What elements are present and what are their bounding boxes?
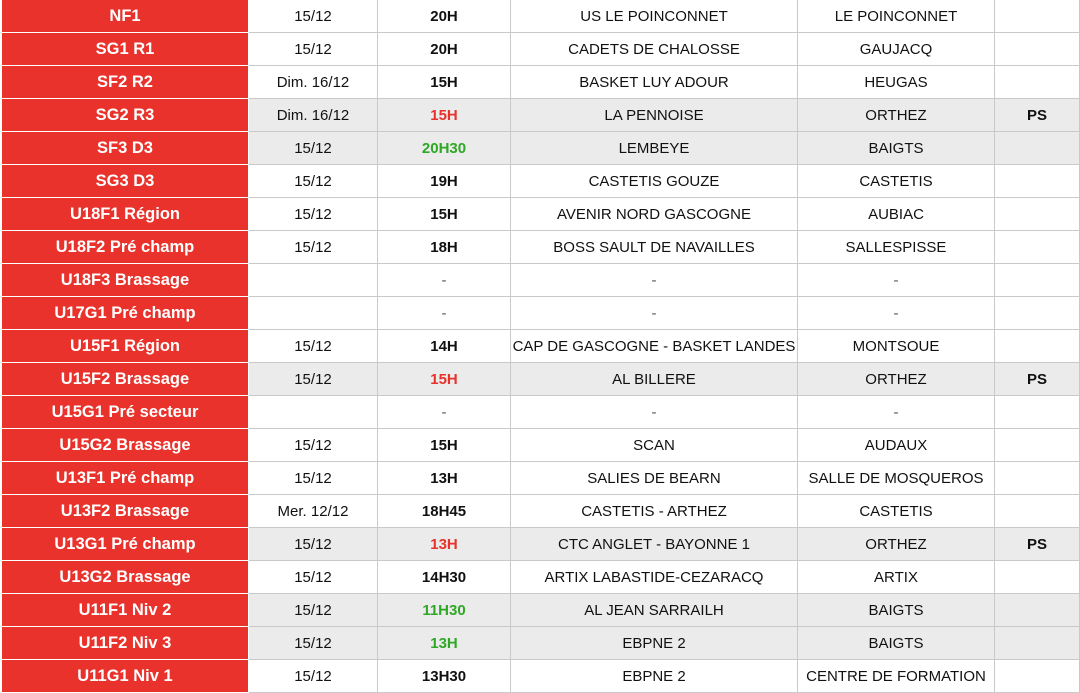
venue-cell: SALLE DE MOSQUEROS	[798, 462, 995, 495]
date-cell: 15/12	[249, 132, 378, 165]
team-cell: SF2 R2	[2, 66, 249, 99]
table-row	[2, 231, 1080, 264]
match-schedule-table	[1, 0, 1080, 693]
date-cell: 15/12	[249, 528, 378, 561]
venue-cell: -	[798, 264, 995, 297]
date-cell: 15/12	[249, 33, 378, 66]
opponent-cell: SCAN	[511, 429, 798, 462]
schedule-rows	[2, 0, 1080, 693]
venue-cell: CASTETIS	[798, 165, 995, 198]
venue-cell: ORTHEZ	[798, 99, 995, 132]
table-row	[2, 198, 1080, 231]
time-cell: 15H	[378, 363, 511, 396]
date-cell: Dim. 16/12	[249, 99, 378, 132]
date-cell: 15/12	[249, 231, 378, 264]
opponent-cell: US LE POINCONNET	[511, 0, 798, 33]
table-row	[2, 165, 1080, 198]
table-row	[2, 561, 1080, 594]
table-row	[2, 594, 1080, 627]
time-cell: 13H	[378, 528, 511, 561]
venue-cell: LE POINCONNET	[798, 0, 995, 33]
team-cell: SF3 D3	[2, 132, 249, 165]
note-cell	[995, 198, 1080, 231]
opponent-cell: EBPNE 2	[511, 627, 798, 660]
note-cell	[995, 0, 1080, 33]
venue-cell: MONTSOUE	[798, 330, 995, 363]
venue-cell: SALLESPISSE	[798, 231, 995, 264]
opponent-cell: BASKET LUY ADOUR	[511, 66, 798, 99]
date-cell: 15/12	[249, 330, 378, 363]
time-cell: 15H	[378, 66, 511, 99]
opponent-cell: AVENIR NORD GASCOGNE	[511, 198, 798, 231]
date-cell: 15/12	[249, 363, 378, 396]
note-cell: PS	[995, 99, 1080, 132]
venue-cell: ARTIX	[798, 561, 995, 594]
team-cell: U13G2 Brassage	[2, 561, 249, 594]
time-cell: 18H	[378, 231, 511, 264]
venue-cell: -	[798, 396, 995, 429]
table-row	[2, 264, 1080, 297]
note-cell	[995, 429, 1080, 462]
team-cell: U13F1 Pré champ	[2, 462, 249, 495]
date-cell	[249, 297, 378, 330]
table-row	[2, 396, 1080, 429]
date-cell	[249, 396, 378, 429]
venue-cell: BAIGTS	[798, 594, 995, 627]
note-cell	[995, 594, 1080, 627]
note-cell	[995, 561, 1080, 594]
team-cell: U18F2 Pré champ	[2, 231, 249, 264]
opponent-cell: EBPNE 2	[511, 660, 798, 693]
venue-cell: CENTRE DE FORMATION	[798, 660, 995, 693]
venue-cell: BAIGTS	[798, 627, 995, 660]
note-cell	[995, 66, 1080, 99]
note-cell	[995, 231, 1080, 264]
team-cell: U11G1 Niv 1	[2, 660, 249, 693]
date-cell: 15/12	[249, 0, 378, 33]
opponent-cell: LA PENNOISE	[511, 99, 798, 132]
table-row	[2, 462, 1080, 495]
team-cell: U15F2 Brassage	[2, 363, 249, 396]
note-cell	[995, 495, 1080, 528]
opponent-cell: CASTETIS - ARTHEZ	[511, 495, 798, 528]
note-cell	[995, 396, 1080, 429]
time-cell: 20H	[378, 33, 511, 66]
opponent-cell: BOSS SAULT DE NAVAILLES	[511, 231, 798, 264]
date-cell: 15/12	[249, 627, 378, 660]
team-cell: SG2 R3	[2, 99, 249, 132]
opponent-cell: LEMBEYE	[511, 132, 798, 165]
opponent-cell: SALIES DE BEARN	[511, 462, 798, 495]
time-cell: -	[378, 297, 511, 330]
table-row	[2, 99, 1080, 132]
table-row	[2, 66, 1080, 99]
date-cell: Dim. 16/12	[249, 66, 378, 99]
table-row	[2, 0, 1080, 33]
table-row	[2, 627, 1080, 660]
opponent-cell: CAP DE GASCOGNE - BASKET LANDES	[511, 330, 798, 363]
table-row	[2, 528, 1080, 561]
date-cell: 15/12	[249, 561, 378, 594]
table-row	[2, 660, 1080, 693]
team-cell: NF1	[2, 0, 249, 33]
time-cell: 14H	[378, 330, 511, 363]
team-cell: U17G1 Pré champ	[2, 297, 249, 330]
team-cell: U15G1 Pré secteur	[2, 396, 249, 429]
venue-cell: ORTHEZ	[798, 528, 995, 561]
venue-cell: AUBIAC	[798, 198, 995, 231]
note-cell	[995, 627, 1080, 660]
time-cell: 20H30	[378, 132, 511, 165]
table-row	[2, 33, 1080, 66]
note-cell	[995, 660, 1080, 693]
time-cell: 14H30	[378, 561, 511, 594]
time-cell: 13H30	[378, 660, 511, 693]
date-cell: 15/12	[249, 429, 378, 462]
venue-cell: HEUGAS	[798, 66, 995, 99]
time-cell: 13H	[378, 627, 511, 660]
opponent-cell: CADETS DE CHALOSSE	[511, 33, 798, 66]
venue-cell: AUDAUX	[798, 429, 995, 462]
table-row	[2, 297, 1080, 330]
note-cell	[995, 330, 1080, 363]
opponent-cell: CASTETIS GOUZE	[511, 165, 798, 198]
opponent-cell: ARTIX LABASTIDE-CEZARACQ	[511, 561, 798, 594]
table-row	[2, 495, 1080, 528]
team-cell: U18F3 Brassage	[2, 264, 249, 297]
note-cell	[995, 132, 1080, 165]
opponent-cell: CTC ANGLET - BAYONNE 1	[511, 528, 798, 561]
time-cell: 19H	[378, 165, 511, 198]
time-cell: 15H	[378, 99, 511, 132]
time-cell: -	[378, 264, 511, 297]
note-cell	[995, 33, 1080, 66]
team-cell: U15F1 Région	[2, 330, 249, 363]
table-row	[2, 330, 1080, 363]
venue-cell: ORTHEZ	[798, 363, 995, 396]
opponent-cell: -	[511, 396, 798, 429]
time-cell: 20H	[378, 0, 511, 33]
time-cell: 11H30	[378, 594, 511, 627]
team-cell: U18F1 Région	[2, 198, 249, 231]
date-cell: 15/12	[249, 594, 378, 627]
team-cell: U13G1 Pré champ	[2, 528, 249, 561]
time-cell: -	[378, 396, 511, 429]
team-cell: U11F1 Niv 2	[2, 594, 249, 627]
note-cell: PS	[995, 528, 1080, 561]
venue-cell: CASTETIS	[798, 495, 995, 528]
opponent-cell: -	[511, 264, 798, 297]
table-row	[2, 363, 1080, 396]
opponent-cell: AL BILLERE	[511, 363, 798, 396]
opponent-cell: -	[511, 297, 798, 330]
date-cell: 15/12	[249, 198, 378, 231]
table-row	[2, 132, 1080, 165]
note-cell	[995, 297, 1080, 330]
team-cell: SG1 R1	[2, 33, 249, 66]
date-cell	[249, 264, 378, 297]
team-cell: U11F2 Niv 3	[2, 627, 249, 660]
note-cell	[995, 462, 1080, 495]
team-cell: U13F2 Brassage	[2, 495, 249, 528]
date-cell: 15/12	[249, 165, 378, 198]
date-cell: Mer. 12/12	[249, 495, 378, 528]
team-cell: SG3 D3	[2, 165, 249, 198]
table-row	[2, 429, 1080, 462]
time-cell: 15H	[378, 429, 511, 462]
note-cell	[995, 264, 1080, 297]
time-cell: 13H	[378, 462, 511, 495]
date-cell: 15/12	[249, 462, 378, 495]
time-cell: 18H45	[378, 495, 511, 528]
venue-cell: GAUJACQ	[798, 33, 995, 66]
date-cell: 15/12	[249, 660, 378, 693]
venue-cell: -	[798, 297, 995, 330]
note-cell	[995, 165, 1080, 198]
time-cell: 15H	[378, 198, 511, 231]
note-cell: PS	[995, 363, 1080, 396]
venue-cell: BAIGTS	[798, 132, 995, 165]
opponent-cell: AL JEAN SARRAILH	[511, 594, 798, 627]
team-cell: U15G2 Brassage	[2, 429, 249, 462]
